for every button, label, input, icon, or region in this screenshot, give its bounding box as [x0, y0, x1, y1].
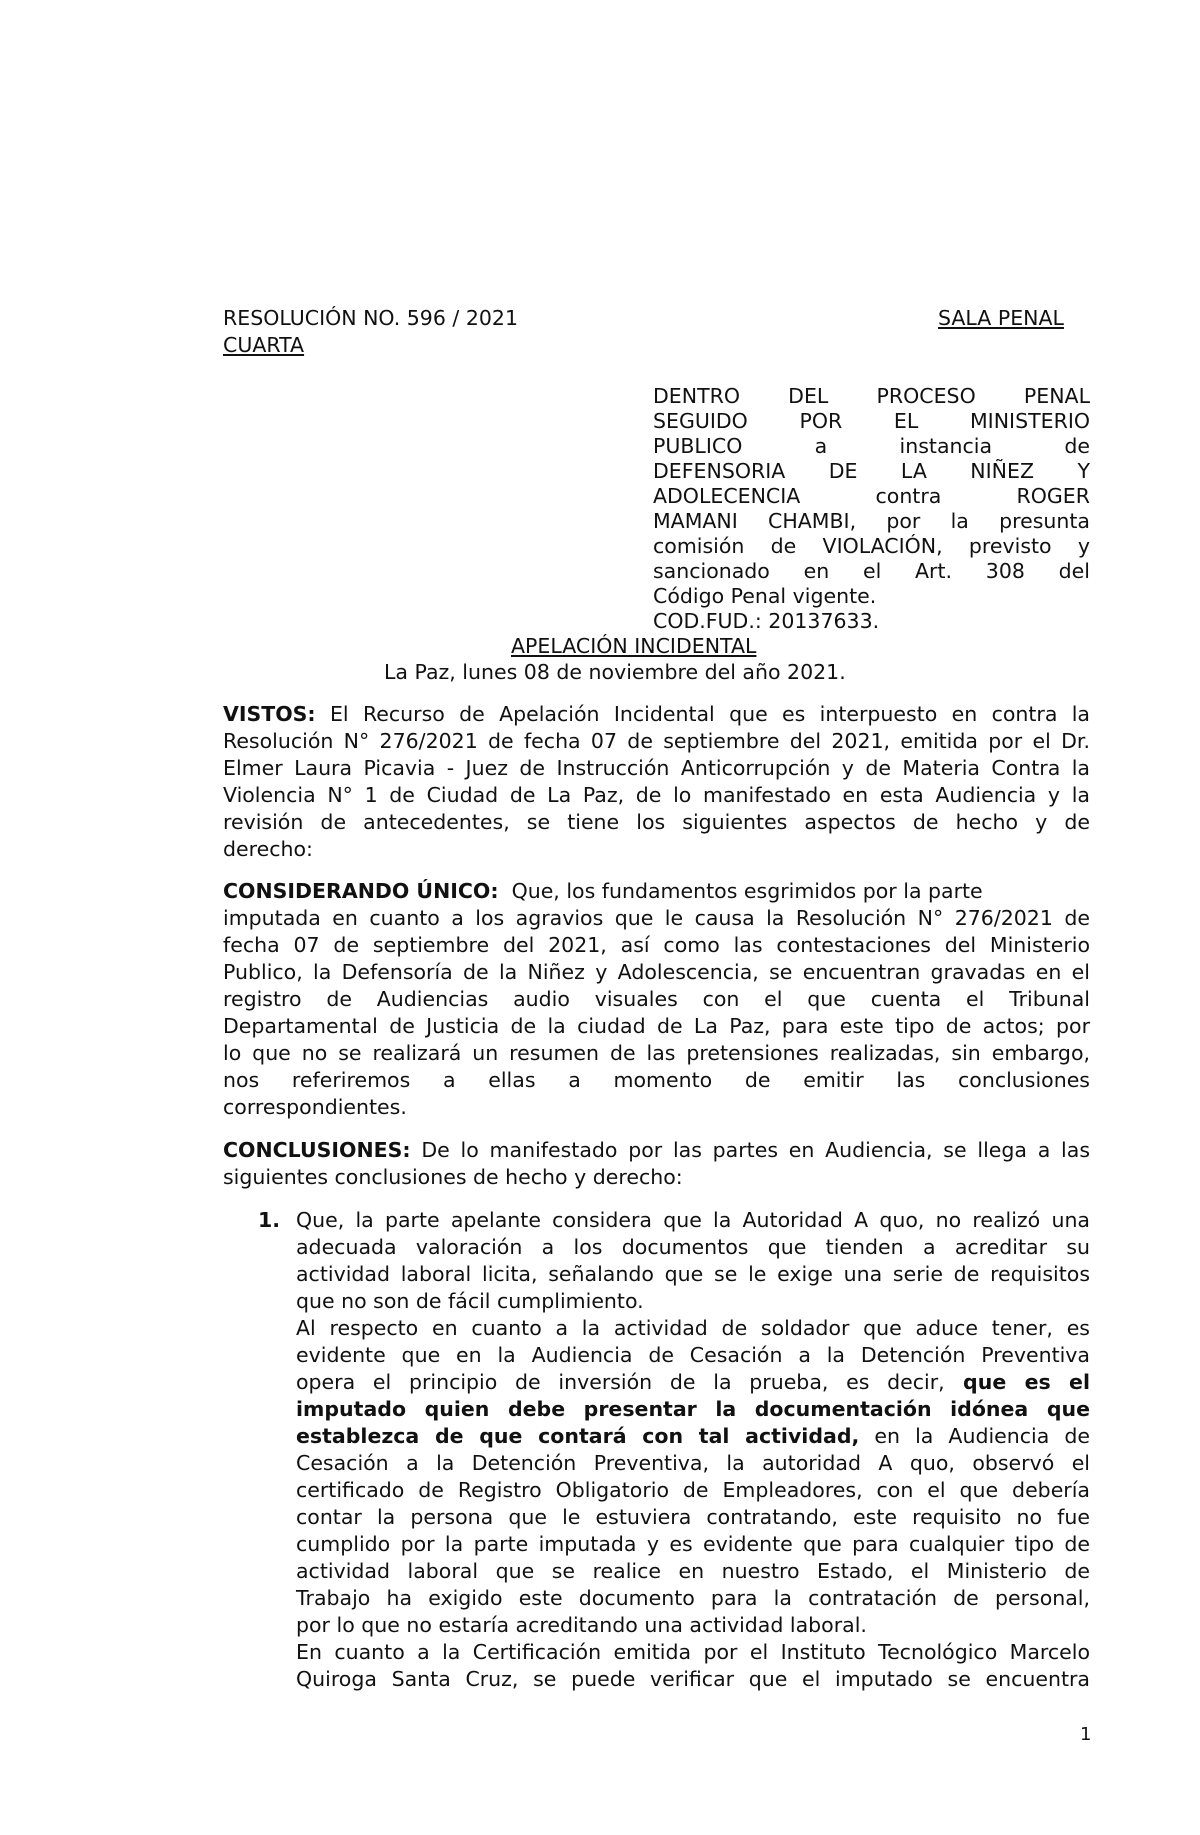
- considerando-line: lo que no se realizará un resumen de las pretensiones realizadas, sin embargo,: [223, 1041, 1090, 1065]
- vistos-line: derecho:: [223, 837, 313, 861]
- item-line: Al respecto en cuanto a la actividad de soldador que aduce tener, es: [296, 1316, 1090, 1340]
- item-line: En cuanto a la Certificación emitida por el Instituto Tecnológico Marcelo: [296, 1640, 1090, 1664]
- considerando-line: Departamental de Justicia de la ciudad de La Paz, para este tipo de actos; por: [223, 1014, 1090, 1038]
- item-line: Que, la parte apelante considera que la Autoridad A quo, no realizó una: [296, 1208, 1090, 1232]
- item-line: actividad laboral que se realice en nuestro Estado, el Ministerio de: [296, 1559, 1090, 1583]
- conclusiones-label: CONCLUSIONES:: [223, 1138, 411, 1162]
- item-line: Cesación a la Detención Preventiva, la autoridad A quo, observó el: [296, 1451, 1090, 1475]
- sala-label: SALA PENAL: [938, 306, 1064, 330]
- considerando-line: fecha 07 de septiembre del 2021, así como las contestaciones del Ministerio: [223, 933, 1090, 957]
- considerando-line: CONSIDERANDO ÚNICO: Que, los fundamentos esgrimidos por la parte: [223, 879, 983, 903]
- caption-line: comisión de VIOLACIÓN, previsto y: [653, 534, 1090, 558]
- caption-line: DEFENSORIA DE LA NIÑEZ Y: [653, 459, 1090, 483]
- item-line: opera el principio de inversión de la prueba, es decir, que es el: [296, 1370, 1090, 1394]
- item-line: Trabajo ha exigido este documento para la contratación de personal,: [296, 1586, 1090, 1610]
- list-item-number: 1.: [258, 1208, 281, 1232]
- vistos-line: Elmer Laura Picavia - Juez de Instrucción Anticorrupción y de Materia Contra la: [223, 756, 1090, 780]
- vistos-line: VISTOS: El Recurso de Apelación Incidental que es interpuesto en contra la: [223, 702, 1090, 726]
- considerando-line: imputada en cuanto a los agravios que le causa la Resolución N° 276/2021 de: [223, 906, 1090, 930]
- item-line: certificado de Registro Obligatorio de Empleadores, con el que debería: [296, 1478, 1090, 1502]
- caption-line: PUBLICO a instancia de: [653, 434, 1090, 458]
- considerando-line: correspondientes.: [223, 1095, 407, 1119]
- item-line: adecuada valoración a los documentos que tienden a acreditar su: [296, 1235, 1090, 1259]
- considerando-line: Publico, la Defensoría de la Niñez y Adolescencia, se encuentran gravadas en el: [223, 960, 1090, 984]
- conclusiones-line: siguientes conclusiones de hecho y derecho:: [223, 1165, 683, 1189]
- vistos-line: Resolución N° 276/2021 de fecha 07 de septiembre del 2021, emitida por el Dr.: [223, 729, 1090, 753]
- item-line: evidente que en la Audiencia de Cesación a la Detención Preventiva: [296, 1343, 1090, 1367]
- item-line: establezca de que contará con tal actividad, en la Audiencia de: [296, 1424, 1090, 1448]
- date-line: La Paz, lunes 08 de noviembre del año 2021.: [384, 660, 846, 684]
- caption-line: SEGUIDO POR EL MINISTERIO: [653, 409, 1090, 433]
- item-line: por lo que no estaría acreditando una actividad laboral.: [296, 1613, 867, 1637]
- considerando-line: registro de Audiencias audio visuales con el que cuenta el Tribunal: [223, 987, 1090, 1011]
- item-line: actividad laboral licita, señalando que se le exige una serie de requisitos: [296, 1262, 1090, 1286]
- caption-line: sancionado en el Art. 308 del: [653, 559, 1090, 583]
- caption-line: Código Penal vigente.: [653, 584, 877, 608]
- item-line: Quiroga Santa Cruz, se puede verificar que el imputado se encuentra: [296, 1667, 1090, 1691]
- item-line: que no son de fácil cumplimiento.: [296, 1289, 644, 1313]
- item-line-bold: imputado quien debe presentar la documentación idónea que: [296, 1397, 1090, 1421]
- item-line: contar la persona que le estuviera contratando, este requisito no fue: [296, 1505, 1090, 1529]
- resolution-number: RESOLUCIÓN NO. 596 / 2021: [223, 306, 519, 330]
- item-line: cumplido por la parte imputada y es evidente que para cualquier tipo de: [296, 1532, 1090, 1556]
- considerando-line: nos referiremos a ellas a momento de emitir las conclusiones: [223, 1068, 1090, 1092]
- document-title: APELACIÓN INCIDENTAL: [511, 634, 757, 658]
- vistos-line: revisión de antecedentes, se tiene los siguientes aspectos de hecho y de: [223, 810, 1090, 834]
- considerando-label: CONSIDERANDO ÚNICO:: [223, 879, 499, 903]
- caption-line: MAMANI CHAMBI, por la presunta: [653, 509, 1090, 533]
- vistos-line: Violencia N° 1 de Ciudad de La Paz, de lo manifestado en esta Audiencia y la: [223, 783, 1090, 807]
- caption-line: COD.FUD.: 20137633.: [653, 609, 880, 633]
- conclusiones-line: CONCLUSIONES: De lo manifestado por las partes en Audiencia, se llega a las: [223, 1138, 1090, 1162]
- vistos-label: VISTOS:: [223, 702, 316, 726]
- caption-line: ADOLECENCIA contra ROGER: [653, 484, 1090, 508]
- caption-line: DENTRO DEL PROCESO PENAL: [653, 384, 1090, 408]
- page-number: 1: [1080, 1724, 1092, 1745]
- sala-label-continued: CUARTA: [223, 333, 305, 357]
